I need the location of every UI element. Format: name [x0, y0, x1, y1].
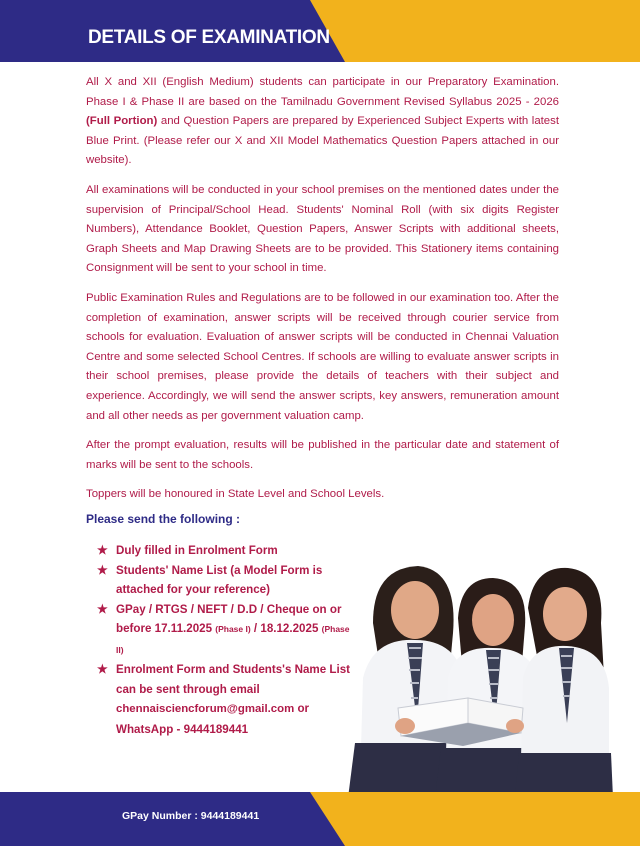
body-text	[86, 73, 559, 505]
phase-1-label: (Phase I)	[215, 624, 251, 634]
paragraph-phases-text-b: and Question Papers are prepared by Experienced Subject Experts with latest Blue Print. (Please refer our X and XII Model Mathematics Question Papers attached in our website).	[86, 115, 560, 167]
email-link[interactable]: chennaisciencforum@gmail.com	[116, 703, 295, 715]
paragraph-phases	[86, 73, 559, 171]
paragraph-conduct: All examinations will be conducted in your school premises on the mentioned dates under the supervision of Principal/School Head. Students' Nominal Roll (with six digits Register Numbers), Attendance Booklet, Question Papers, Answer Scripts with additional sheets, Graph Sheets and Map Drawing Sheets are to be provided. This Stationery items containing Consignment will be sent to your school in time.	[86, 183, 559, 275]
send-heading: Please send the following :	[86, 512, 241, 526]
gpay-number: GPay Number : 9444189441	[122, 810, 260, 822]
paragraph-results: After the prompt evaluation, results will be published in the particular date and statement of marks will be sent to the schools.	[86, 439, 559, 471]
list-item	[97, 600, 357, 661]
paragraph-evaluation: Public Examination Rules and Regulations are to be followed in our examination too. After the completion of examination, answer scripts will be received through courier service from schools for evaluation. Evaluation of answer scripts will be conducted in Chennai Valuation Centre and some selected School Centres. If schools are willing to evaluate answer scripts in their school premises, please provide the details of teachers with their subject and experience. Accordingly, we will send the answer scripts, key answers, remuneration amount and all other needs as per government valuation camp.	[86, 291, 559, 422]
list-item	[97, 561, 357, 600]
item-enrolment-form: Duly filled in Enrolment Form	[116, 544, 278, 557]
star-icon: ★	[97, 543, 108, 557]
students-photo	[343, 548, 613, 798]
item-name-list: Students' Name List (a Model Form is attached for your reference)	[116, 563, 323, 596]
phase-2-label: (Phase II)	[116, 624, 350, 655]
list-item	[97, 541, 357, 561]
list-item	[97, 660, 357, 739]
star-icon: ★	[97, 562, 108, 577]
item-payment-b: / 18.12.2025	[250, 622, 322, 635]
paragraph-phases-text-a: All X and XII (English Medium) students can participate in our Preparatory Examination. Phase I & Phase II are based on the Tamilnadu Government Revised Syllabus 2025 - 2026	[86, 76, 559, 108]
page-title: DETAILS OF EXAMINATION	[88, 27, 330, 48]
item-send-email-b: or WhatsApp - 9444189441	[116, 702, 310, 736]
item-send-email-a: Enrolment Form and Students's Name List can be sent through email	[116, 663, 351, 696]
star-icon: ★	[97, 601, 108, 616]
item-payment-a: GPay / RTGS / NEFT / D.D / Cheque on or before 17.11.2025	[116, 602, 342, 635]
full-portion-label: (Full Portion)	[86, 115, 158, 128]
send-list	[97, 541, 357, 739]
paragraph-toppers: Toppers will be honoured in State Level and School Levels.	[86, 488, 385, 501]
star-icon: ★	[97, 662, 108, 676]
